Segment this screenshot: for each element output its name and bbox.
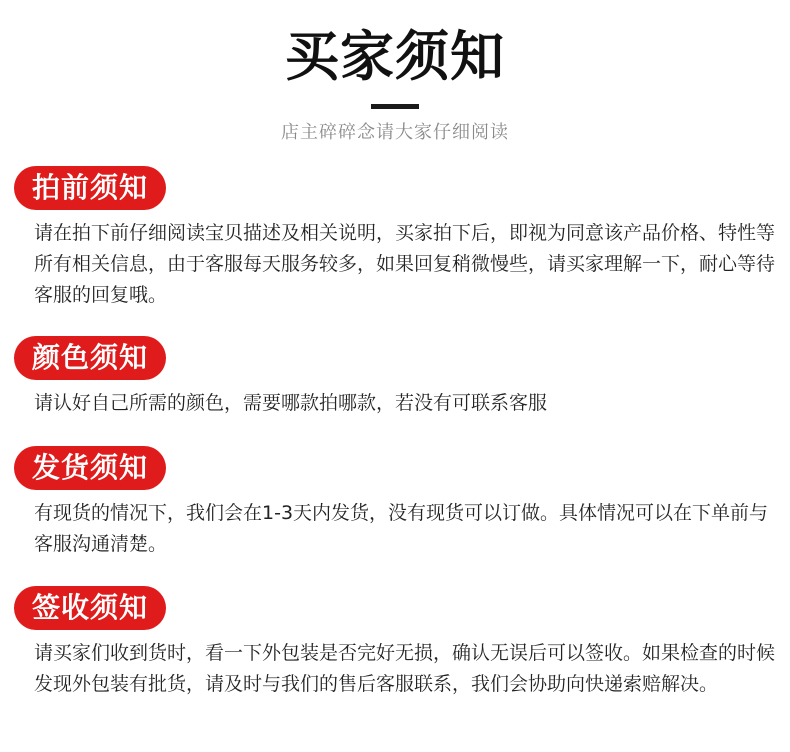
section-color bbox=[14, 336, 776, 419]
section-delivery-receipt bbox=[14, 586, 776, 700]
section-body-text: 请买家们收到货时，看一下外包装是否完好无损，确认无误后可以签收。如果检查的时候发现外包装有批货，请及时与我们的售后客服联系，我们会协助向快递索赔解决。 bbox=[34, 642, 776, 695]
section-body-text: 请在拍下前仔细阅读宝贝描述及相关说明，买家拍下后，即视为同意该产品价格、特性等所有相关信息，由于客服每天服务较多，如果回复稍微慢些，请买家理解一下，耐心等待客服的回复哦。 bbox=[34, 222, 776, 306]
title-underline bbox=[371, 104, 419, 109]
page-subtitle: 店主碎碎念请大家仔细阅读 bbox=[281, 122, 509, 143]
section-shipping bbox=[14, 446, 776, 560]
section-heading-badge: 发货须知 bbox=[14, 446, 166, 490]
section-heading-badge: 拍前须知 bbox=[14, 166, 166, 210]
section-body-text: 有现货的情况下，我们会在1-3天内发货，没有现货可以订做。具体情况可以在下单前与客服沟通清楚。 bbox=[34, 502, 769, 555]
section-body-text: 请认好自己所需的颜色，需要哪款拍哪款，若没有可联系客服 bbox=[34, 392, 548, 414]
section-before-purchase bbox=[14, 166, 776, 311]
page-title: 买家须知 bbox=[285, 25, 505, 88]
section-heading-badge: 颜色须知 bbox=[14, 336, 166, 380]
section-heading-badge: 签收须知 bbox=[14, 586, 166, 630]
